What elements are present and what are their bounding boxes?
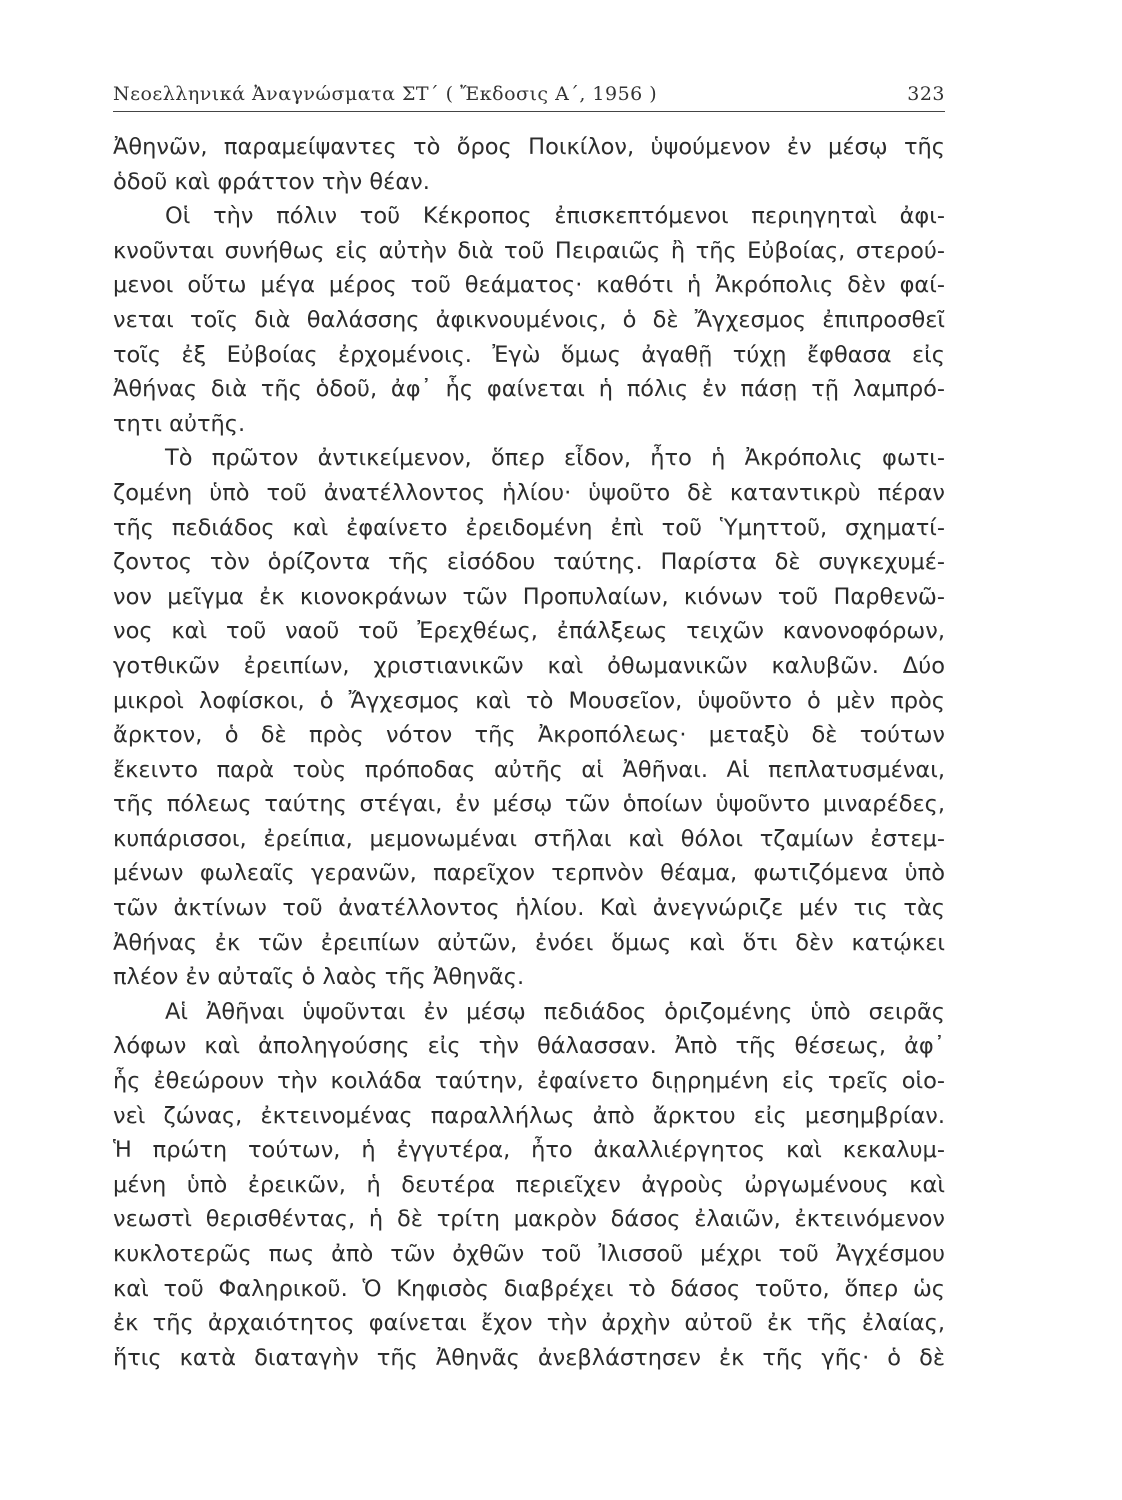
body-text xyxy=(113,130,945,1375)
text-line: μικροὶ λοφίσκοι, ὁ Ἄγχεσμος καὶ τὸ Μουσεῖον, ὑψοῦντο ὁ μὲν πρὸς xyxy=(113,687,945,714)
text-line: ἥτις κατὰ διαταγὴν τῆς Ἀθηνᾶς ἀνεβλάστησεν ἐκ τῆς γῆς· ὁ δὲ xyxy=(113,1344,945,1371)
text-line: ἧς ἐθεώρουν τὴν κοιλάδα ταύτην, ἐφαίνετο διῃρημένη εἰς τρεῖς οἱο- xyxy=(113,1068,945,1095)
paragraph xyxy=(113,441,945,995)
text-line: κυπάρισσοι, ἐρείπια, μεμονωμέναι στῆλαι καὶ θόλοι τζαμίων ἐστεμ- xyxy=(113,825,945,852)
text-line: κνοῦνται συνήθως εἰς αὐτὴν διὰ τοῦ Πειραιῶς ἢ τῆς Εὐβοίας, στερού- xyxy=(113,237,945,264)
text-line: γοτθικῶν ἐρειπίων, χριστιανικῶν καὶ ὀθωμανικῶν καλυβῶν. Δύο xyxy=(113,652,945,679)
text-line: μενοι οὕτω μέγα μέρος τοῦ θεάματος· καθότι ἡ Ἀκρόπολις δὲν φαί- xyxy=(113,272,945,299)
page-number: 323 xyxy=(907,83,945,105)
running-title: Νεοελληνικά Ἀναγνώσματα ΣΤ´ ( Ἔκδοσις Α´, 1956 ) xyxy=(113,83,658,105)
text-line: μένη ὑπὸ ἐρεικῶν, ἡ δευτέρα περιεῖχεν ἀγροὺς ὠργωμένους καὶ xyxy=(113,1171,945,1198)
text-line: ἄρκτον, ὁ δὲ πρὸς νότον τῆς Ἀκροπόλεως· μεταξὺ δὲ τούτων xyxy=(113,722,945,749)
text-line: νος καὶ τοῦ ναοῦ τοῦ Ἐρεχθέως, ἐπάλξεως τειχῶν κανονοφόρων, xyxy=(113,618,945,645)
text-line: τητι αὐτῆς. xyxy=(113,410,246,437)
text-line: καὶ τοῦ Φαληρικοῦ. Ὁ Κηφισὸς διαβρέχει τὸ δάσος τοῦτο, ὅπερ ὡς xyxy=(113,1275,945,1302)
text-line: Τὸ πρῶτον ἀντικείμενον, ὅπερ εἶδον, ἦτο ἡ Ἀκρόπολις φωτι- xyxy=(165,445,945,472)
text-line: νεὶ ζώνας, ἐκτεινομένας παραλλήλως ἀπὸ ἄρκτου εἰς μεσημβρίαν. xyxy=(113,1102,945,1129)
text-line: τῆς πόλεως ταύτης στέγαι, ἐν μέσῳ τῶν ὁποίων ὑψοῦντο μιναρέδες, xyxy=(113,791,945,818)
text-line: ἐκ τῆς ἀρχαιότητος φαίνεται ἔχον τὴν ἀρχὴν αὐτοῦ ἐκ τῆς ἐλαίας, xyxy=(113,1310,945,1337)
text-line: Οἱ τὴν πόλιν τοῦ Κέκροπος ἐπισκεπτόμενοι περιηγηταὶ ἀφι- xyxy=(165,203,945,230)
text-line: νον μεῖγμα ἐκ κιονοκράνων τῶν Προπυλαίων, κιόνων τοῦ Παρθενῶ- xyxy=(113,583,945,610)
text-line: πλέον ἐν αὐταῖς ὁ λαὸς τῆς Ἀθηνᾶς. xyxy=(113,964,525,991)
text-line: Ἀθήνας ἐκ τῶν ἐρειπίων αὐτῶν, ἐνόει ὅμως καὶ ὅτι δὲν κατῴκει xyxy=(113,929,945,956)
text-line: λόφων καὶ ἀποληγούσης εἰς τὴν θάλασσαν. Ἀπὸ τῆς θέσεως, ἀφ᾽ xyxy=(113,1033,945,1060)
text-line: νεωστὶ θερισθέντας, ἡ δὲ τρίτη μακρὸν δάσος ἐλαιῶν, ἐκτεινόμενον xyxy=(113,1206,945,1233)
text-line: ζοντος τὸν ὁρίζοντα τῆς εἰσόδου ταύτης. Παρίστα δὲ συγκεχυμέ- xyxy=(113,549,945,576)
text-line: τοῖς ἐξ Εὐβοίας ἐρχομένοις. Ἐγὼ ὅμως ἀγαθῇ τύχῃ ἔφθασα εἰς xyxy=(113,341,945,368)
paragraph xyxy=(113,130,945,199)
text-line: κυκλοτερῶς πως ἀπὸ τῶν ὀχθῶν τοῦ Ἰλισσοῦ μέχρι τοῦ Ἀγχέσμου xyxy=(113,1241,945,1267)
text-line: ζομένη ὑπὸ τοῦ ἀνατέλλοντος ἡλίου· ὑψοῦτο δὲ καταντικρὺ πέραν xyxy=(113,479,945,506)
text-line: ὁδοῦ καὶ φράττον τὴν θέαν. xyxy=(113,168,430,195)
text-line: μένων φωλεαῖς γερανῶν, παρεῖχον τερπνὸν θέαμα, φωτιζόμενα ὑπὸ xyxy=(113,860,945,887)
text-line: Ἀθήνας διὰ τῆς ὁδοῦ, ἀφ᾽ ἧς φαίνεται ἡ πόλις ἐν πάσῃ τῇ λαμπρό- xyxy=(113,376,945,403)
paragraph xyxy=(113,995,945,1376)
text-line: ἔκειντο παρὰ τοὺς πρόποδας αὐτῆς αἱ Ἀθῆναι. Αἱ πεπλατυσμέναι, xyxy=(113,756,945,783)
text-line: Αἱ Ἀθῆναι ὑψοῦνται ἐν μέσῳ πεδιάδος ὁριζομένης ὑπὸ σειρᾶς xyxy=(165,998,945,1025)
text-line: τῆς πεδιάδος καὶ ἐφαίνετο ἐρειδομένη ἐπὶ τοῦ Ὑμηττοῦ, σχηματί- xyxy=(113,514,945,541)
text-line: Ἡ πρώτη τούτων, ἡ ἐγγυτέρα, ἦτο ἀκαλλιέργητος καὶ κεκαλυμ- xyxy=(113,1137,945,1164)
text-line: νεται τοῖς διὰ θαλάσσης ἀφικνουμένοις, ὁ δὲ Ἄγχεσμος ἐπιπροσθεῖ xyxy=(113,306,945,333)
running-header xyxy=(113,78,945,112)
text-line: τῶν ἀκτίνων τοῦ ἀνατέλλοντος ἡλίου. Καὶ ἀνεγνώριζε μέν τις τὰς xyxy=(113,895,945,922)
paragraph xyxy=(113,199,945,441)
text-line: Ἀθηνῶν, παραμείψαντες τὸ ὄρος Ποικίλον, ὑψούμενον ἐν μέσῳ τῆς xyxy=(113,134,945,160)
